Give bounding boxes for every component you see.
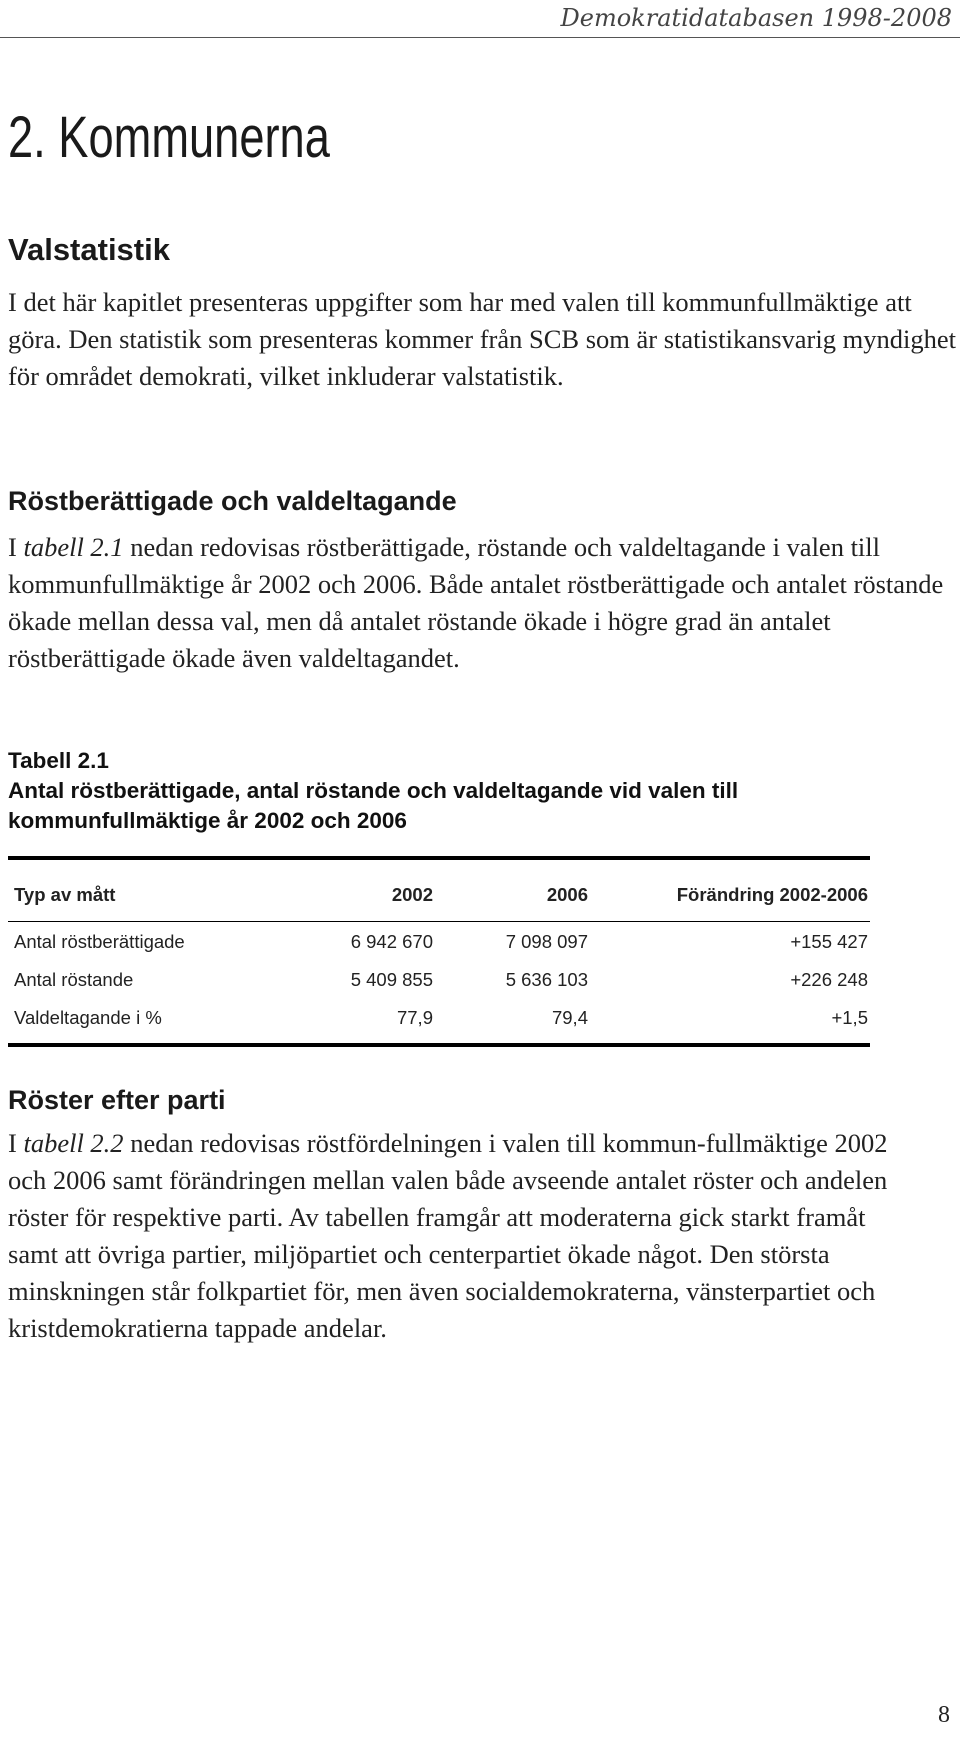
table-cell: +155 427 xyxy=(790,931,868,952)
section-heading-rostberattigade: Röstberättigade och valdeltagande xyxy=(8,486,457,516)
table-header-cell: 2002 xyxy=(391,884,433,905)
paragraph-prefix: I xyxy=(8,1128,24,1158)
table-header-cell: Typ av mått xyxy=(14,884,116,905)
table-header-cell: 2006 xyxy=(546,884,588,905)
table-cell: 79,4 xyxy=(551,1007,588,1028)
table-cell: 5 409 855 xyxy=(350,969,433,990)
header-rule xyxy=(0,37,960,38)
table-top-rule xyxy=(8,856,870,860)
chapter-title: 2. Kommunerna xyxy=(8,105,330,170)
paragraph-text: nedan redovisas röstfördelningen i valen till kommun-fullmäktige 2002 och 2006 samt förändringen mellan valen både avseende antalet röster och andelen röster för respektive parti. Av tabellen framgår att moderaterna gick starkt framåt samt att övriga partier, miljöpartiet och centerpartiet ökade något. Den största minskningen står folkpartiet för, men även socialdemokraterna, vänsterpartiet och kristdemokratierna tappade andelar. xyxy=(8,1128,888,1343)
table-cell: Antal röstande xyxy=(14,969,134,990)
table-reference-link: tabell 2.1 xyxy=(23,532,124,562)
table-cell: +226 248 xyxy=(790,969,868,990)
section-heading-roster-parti: Röster efter parti xyxy=(8,1085,226,1115)
paragraph-roster-parti xyxy=(8,1125,920,1347)
table-header-row xyxy=(8,884,870,912)
table-cell: 5 636 103 xyxy=(505,969,588,990)
paragraph-text: nedan redovisas röstberättigade, röstande och valdeltagande i valen till kommunfullmäktige år 2002 och 2006. Både antalet röstberättigade och antalet röstande ökade mellan dessa val, men då antalet röstande ökade i högre grad än antalet röstberättigade ökade även valdeltagandet. xyxy=(8,532,944,673)
table-cell: 77,9 xyxy=(396,1007,433,1028)
table-cell: 7 098 097 xyxy=(505,931,588,952)
table-row xyxy=(8,1007,870,1035)
page-number: 8 xyxy=(938,1702,950,1728)
table-caption: Antal röstberättigade, antal röstande och valdeltagande vid valen till kommunfullmäktige år 2002 och 2006 xyxy=(8,778,739,833)
table-header-rule xyxy=(8,921,870,922)
table-bottom-rule xyxy=(8,1043,870,1047)
table-cell: +1,5 xyxy=(831,1007,868,1028)
table-cell: Antal röstberättigade xyxy=(14,931,185,952)
table-row xyxy=(8,969,870,997)
table-cell: Valdeltagande i % xyxy=(14,1007,162,1028)
table-header-cell: Förändring 2002-2006 xyxy=(676,884,868,905)
table-label: Tabell 2.1 xyxy=(8,748,109,773)
paragraph-prefix: I xyxy=(8,532,24,562)
table-cell: 6 942 670 xyxy=(350,931,433,952)
paragraph-valstatistik: I det här kapitlet presenteras uppgifter som har med valen till kommunfullmäktige att göra. Den statistik som presenteras kommer från SCB som är statistikansvarig myndighet för området demokrati, vilket inkluderar valstatistik. xyxy=(8,287,956,391)
running-header: Demokratidatabasen 1998-2008 xyxy=(560,4,952,32)
table-row xyxy=(8,931,870,959)
section-heading-valstatistik: Valstatistik xyxy=(8,232,170,267)
paragraph-rostberattigade xyxy=(8,529,958,677)
table-reference-link: tabell 2.2 xyxy=(23,1128,124,1158)
